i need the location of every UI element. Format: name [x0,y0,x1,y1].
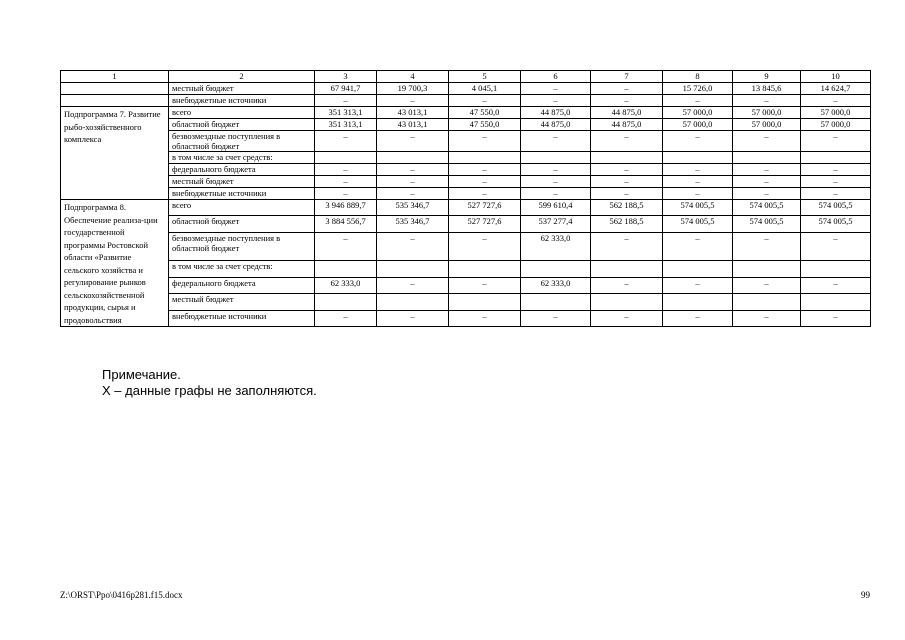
value-cell: 14 624,7 [801,83,871,95]
value-cell [801,294,871,310]
value-cell: – [663,277,733,293]
value-cell [315,261,377,277]
source-cell: федерального бюджета [169,277,315,293]
value-cell: 57 000,0 [801,119,871,131]
table-row [61,261,871,277]
value-cell: 574 005,5 [663,200,733,216]
value-cell [449,294,521,310]
table-row [61,95,871,107]
value-cell: 62 333,0 [521,277,591,293]
source-cell: безвозмездные поступления в областной бюджет [169,131,315,152]
table-row [61,83,871,95]
value-cell: – [449,310,521,326]
value-cell: 57 000,0 [733,107,801,119]
table-row [61,152,871,164]
value-cell [801,261,871,277]
value-cell: – [733,310,801,326]
value-cell: – [801,95,871,107]
value-cell [591,152,663,164]
value-cell: – [663,310,733,326]
table-row [61,164,871,176]
header-cell: 6 [521,71,591,83]
value-cell: – [591,131,663,152]
value-cell: – [521,164,591,176]
source-cell: внебюджетные источники [169,95,315,107]
table-header-row [61,71,871,83]
budget-table [60,70,871,327]
value-cell: – [663,188,733,200]
value-cell: 562 188,5 [591,200,663,216]
table-row [61,107,871,119]
value-cell: 351 313,1 [315,107,377,119]
value-cell [315,294,377,310]
value-cell [377,294,449,310]
value-cell: 574 005,5 [733,200,801,216]
value-cell [733,152,801,164]
value-cell: – [801,188,871,200]
value-cell: – [521,131,591,152]
value-cell: 3 946 889,7 [315,200,377,216]
value-cell: – [733,164,801,176]
value-cell [663,152,733,164]
value-cell: – [315,164,377,176]
value-cell [591,294,663,310]
value-cell [733,294,801,310]
header-cell: 2 [169,71,315,83]
value-cell: 3 884 556,7 [315,216,377,232]
value-cell: – [801,310,871,326]
value-cell: – [521,95,591,107]
value-cell [315,152,377,164]
table-row [61,216,871,232]
value-cell: – [449,164,521,176]
value-cell [733,261,801,277]
table-row [61,188,871,200]
value-cell: – [315,176,377,188]
value-cell: 47 550,0 [449,119,521,131]
value-cell: – [591,188,663,200]
value-cell: 574 005,5 [663,216,733,232]
value-cell: – [591,176,663,188]
value-cell: – [521,310,591,326]
value-cell: 562 188,5 [591,216,663,232]
value-cell: 44 875,0 [591,119,663,131]
note-title: Примечание. [102,367,181,382]
value-cell: – [591,83,663,95]
source-cell: местный бюджет [169,83,315,95]
value-cell: – [377,310,449,326]
source-cell: безвозмездные поступления в областной бюджет [169,232,315,261]
value-cell [801,152,871,164]
program-cell [61,95,169,107]
value-cell: 574 005,5 [801,200,871,216]
value-cell: 574 005,5 [801,216,871,232]
header-cell: 4 [377,71,449,83]
value-cell [377,152,449,164]
value-cell: – [521,188,591,200]
header-cell: 8 [663,71,733,83]
header-cell: 7 [591,71,663,83]
value-cell: – [377,188,449,200]
source-cell: в том числе за счет средств: [169,152,315,164]
value-cell [377,261,449,277]
value-cell: – [377,277,449,293]
source-cell: в том числе за счет средств: [169,261,315,277]
value-cell: – [733,188,801,200]
table-row [61,131,871,152]
value-cell: – [377,131,449,152]
value-cell: – [377,164,449,176]
header-cell: 3 [315,71,377,83]
value-cell: – [733,277,801,293]
value-cell: 57 000,0 [801,107,871,119]
header-cell: 1 [61,71,169,83]
value-cell: – [315,95,377,107]
source-cell: местный бюджет [169,294,315,310]
value-cell: – [591,232,663,261]
header-cell: 9 [733,71,801,83]
value-cell: – [591,164,663,176]
value-cell [663,294,733,310]
note-text: Х – данные графы не заполняются. [102,383,317,398]
value-cell: – [449,131,521,152]
subprogram-label: Подпрограмма 8. Обеспечение реализа-ции государственной программы Ростовской области «Развитие сельского хозяйства и регулирование рынков сельскохозяйственной продукции, сырья и продовольствия [61,200,169,327]
source-cell: всего [169,200,315,216]
value-cell: – [663,164,733,176]
value-cell [521,294,591,310]
value-cell: – [377,95,449,107]
value-cell [521,152,591,164]
value-cell: – [315,131,377,152]
value-cell: 527 727,6 [449,200,521,216]
value-cell: 43 013,1 [377,119,449,131]
value-cell: 62 333,0 [315,277,377,293]
value-cell [521,261,591,277]
header-cell: 10 [801,71,871,83]
value-cell: – [315,310,377,326]
value-cell: – [733,176,801,188]
value-cell: 67 941,7 [315,83,377,95]
value-cell: – [521,83,591,95]
value-cell: 57 000,0 [663,107,733,119]
subprogram-label: Подпрограмма 7. Развитие рыбо-хозяйственного комплекса [61,107,169,200]
value-cell: – [591,95,663,107]
source-cell: внебюджетные источники [169,188,315,200]
value-cell: – [663,131,733,152]
value-cell: 44 875,0 [521,107,591,119]
value-cell: 57 000,0 [733,119,801,131]
table-row [61,294,871,310]
value-cell: 351 313,1 [315,119,377,131]
value-cell: – [733,232,801,261]
table-row [61,119,871,131]
value-cell: 537 277,4 [521,216,591,232]
value-cell: – [449,188,521,200]
source-cell: внебюджетные источники [169,310,315,326]
note-block [102,367,317,399]
program-cell [61,83,169,95]
value-cell: – [801,164,871,176]
table-row [61,310,871,326]
value-cell [449,261,521,277]
value-cell: 535 346,7 [377,216,449,232]
value-cell: 535 346,7 [377,200,449,216]
value-cell: 44 875,0 [521,119,591,131]
value-cell: – [663,95,733,107]
value-cell: 44 875,0 [591,107,663,119]
value-cell: 19 700,3 [377,83,449,95]
header-cell: 5 [449,71,521,83]
value-cell: 4 045,1 [449,83,521,95]
value-cell: – [801,176,871,188]
value-cell: 57 000,0 [663,119,733,131]
source-cell: федерального бюджета [169,164,315,176]
source-cell: всего [169,107,315,119]
value-cell: – [449,232,521,261]
value-cell: 15 726,0 [663,83,733,95]
value-cell [449,152,521,164]
value-cell: – [801,131,871,152]
value-cell: 574 005,5 [733,216,801,232]
value-cell: 599 610,4 [521,200,591,216]
value-cell: – [801,277,871,293]
value-cell: – [449,176,521,188]
value-cell [591,261,663,277]
value-cell: 43 013,1 [377,107,449,119]
table-row [61,176,871,188]
value-cell: 62 333,0 [521,232,591,261]
value-cell: – [591,310,663,326]
value-cell: – [591,277,663,293]
value-cell: 13 845,6 [733,83,801,95]
source-cell: местный бюджет [169,176,315,188]
value-cell: 527 727,6 [449,216,521,232]
table-row [61,232,871,261]
source-cell: областной бюджет [169,119,315,131]
value-cell: – [449,95,521,107]
value-cell: – [733,131,801,152]
value-cell: – [449,277,521,293]
value-cell [663,261,733,277]
value-cell: – [801,232,871,261]
value-cell: – [377,232,449,261]
value-cell: – [663,232,733,261]
value-cell: – [315,188,377,200]
footer-page-number: 99 [861,590,870,600]
value-cell: – [663,176,733,188]
source-cell: областной бюджет [169,216,315,232]
table-row [61,277,871,293]
table-row [61,200,871,216]
value-cell: – [521,176,591,188]
footer-file-path: Z:\ORST\Ppo\0416p281.f15.docx [60,590,183,600]
value-cell: – [315,232,377,261]
value-cell: 47 550,0 [449,107,521,119]
value-cell: – [733,95,801,107]
value-cell: – [377,176,449,188]
